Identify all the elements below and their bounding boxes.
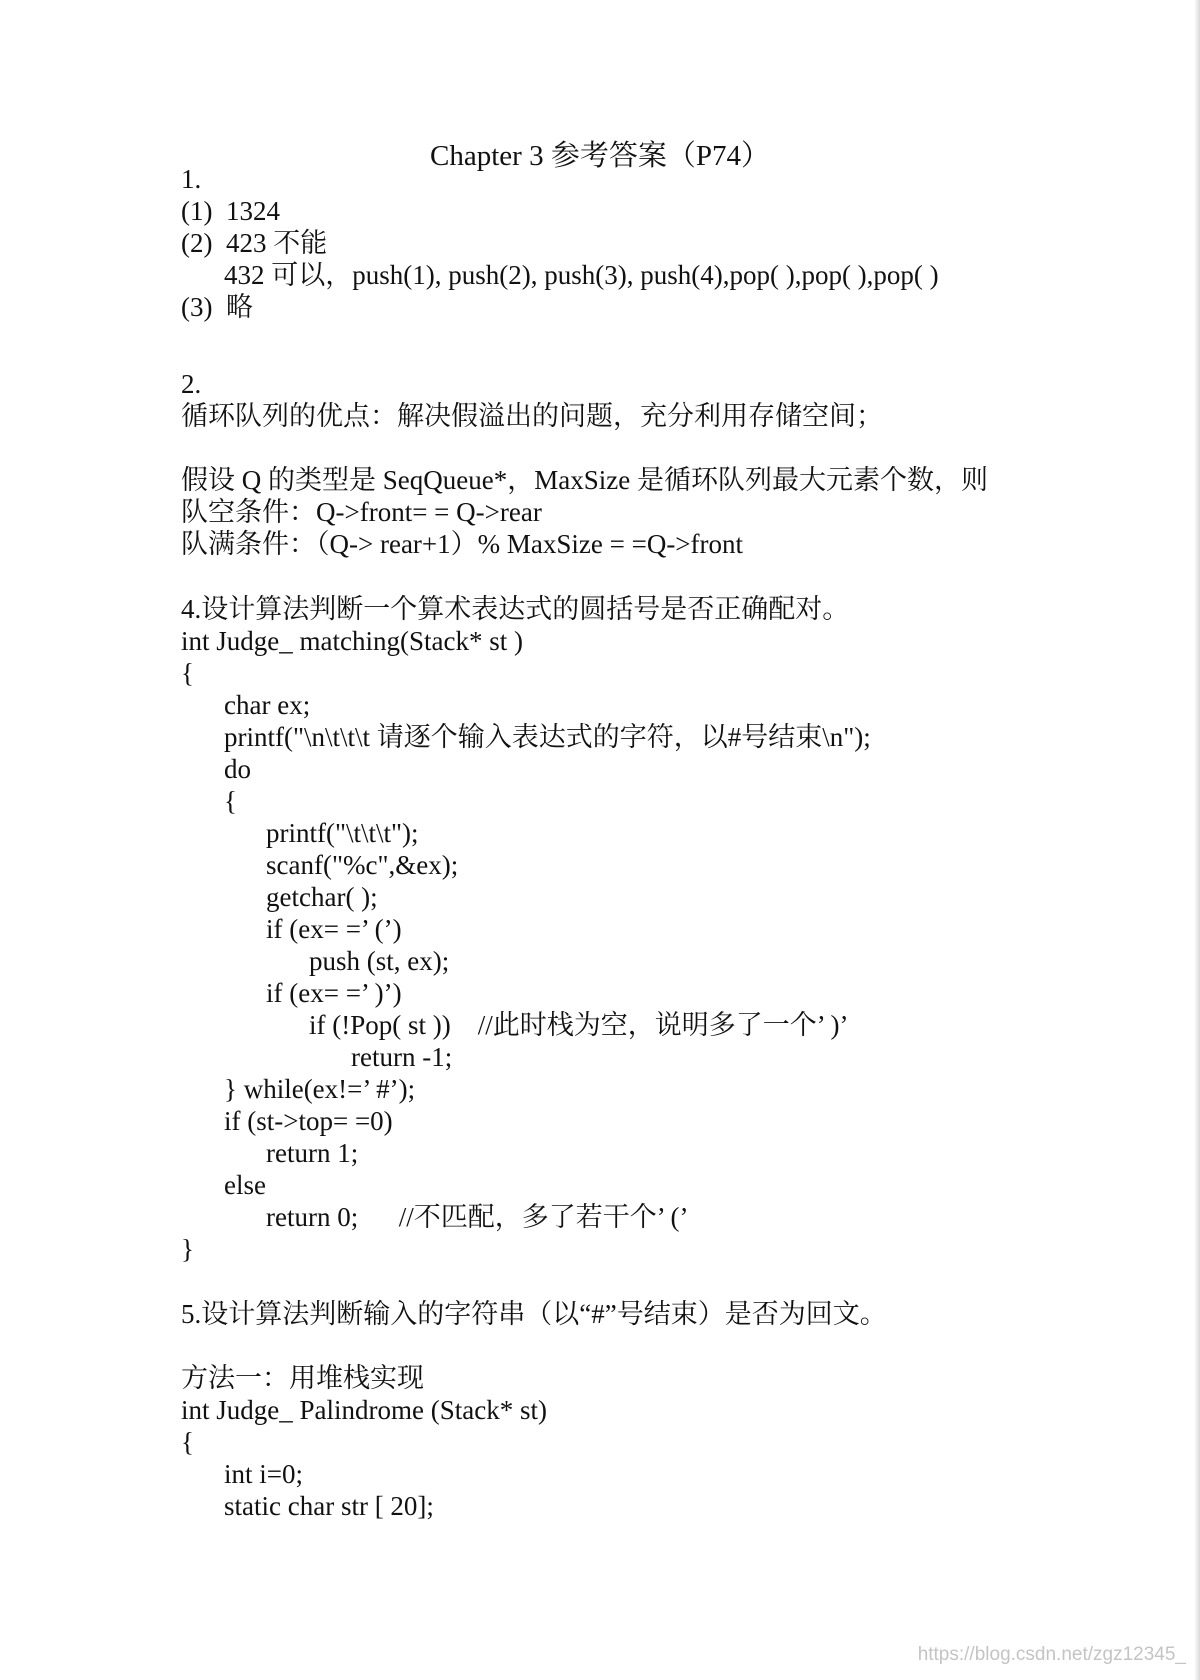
code-line: if (ex= =’ )’) [266, 978, 402, 1008]
code-line: { [224, 786, 237, 816]
code-line: { [181, 1427, 194, 1457]
answer-1-part-3: (3) 略 [181, 292, 253, 322]
code-line: if (st->top= =0) [224, 1106, 393, 1136]
code-line: printf("\n\t\t\t 请逐个输入表达式的字符，以#号结束\n"); [224, 722, 871, 752]
question-4-heading: 4.设计算法判断一个算术表达式的圆括号是否正确配对。 [181, 594, 850, 624]
code-line: push (st, ex); [309, 946, 450, 976]
code-line: static char str [ 20]; [224, 1491, 434, 1521]
answer-2-full-condition: 队满条件：（Q-> rear+1）% MaxSize = =Q->front [181, 529, 744, 559]
code-line: } [181, 1234, 194, 1264]
code-line: printf("\t\t\t"); [266, 818, 419, 848]
answer-1-part-2-detail: 432 可以，push(1), push(2), push(3), push(4),pop( ),pop( ),pop( ) [224, 260, 939, 290]
code-line: else [224, 1170, 266, 1200]
code-line: return 1; [266, 1138, 359, 1168]
code-line: do [224, 754, 251, 784]
answer-2-advantage: 循环队列的优点：解决假溢出的问题，充分利用存储空间； [181, 401, 883, 431]
code-line: scanf("%c",&ex); [266, 850, 459, 880]
code-line: if (!Pop( st )) //此时栈为空，说明多了一个’ )’ [309, 1010, 849, 1040]
answer-1-part-1: (1) 1324 [181, 196, 280, 226]
code-line: char ex; [224, 690, 311, 720]
question-1-number: 1. [181, 164, 202, 194]
code-line: { [181, 658, 194, 688]
code-line: } while(ex!=’ #’); [224, 1074, 416, 1104]
code-line: int i=0; [224, 1459, 303, 1489]
answer-1-part-2: (2) 423 不能 [181, 228, 328, 258]
code-line: int Judge_ matching(Stack* st ) [181, 626, 523, 656]
code-line: getchar( ); [266, 882, 378, 912]
answer-2-assumption: 假设 Q 的类型是 SeqQueue*，MaxSize 是循环队列最大元素个数，则 [181, 465, 988, 495]
watermark: https://blog.csdn.net/zgz12345_ [917, 1644, 1186, 1665]
code-line: int Judge_ Palindrome (Stack* st) [181, 1395, 547, 1425]
answer-2-empty-condition: 队空条件：Q->front= = Q->rear [181, 497, 542, 527]
code-line: return -1; [351, 1042, 453, 1072]
question-2-number: 2. [181, 369, 202, 399]
page-edge-shadow [1194, 0, 1200, 1680]
code-line: if (ex= =’ (’) [266, 914, 402, 944]
method-1-heading: 方法一：用堆栈实现 [181, 1363, 424, 1393]
question-5-heading: 5.设计算法判断输入的字符串（以“#”号结束）是否为回文。 [181, 1299, 887, 1329]
code-line: return 0; //不匹配，多了若干个’ (’ [266, 1202, 689, 1232]
page-title: Chapter 3 参考答案（P74） [430, 140, 770, 172]
